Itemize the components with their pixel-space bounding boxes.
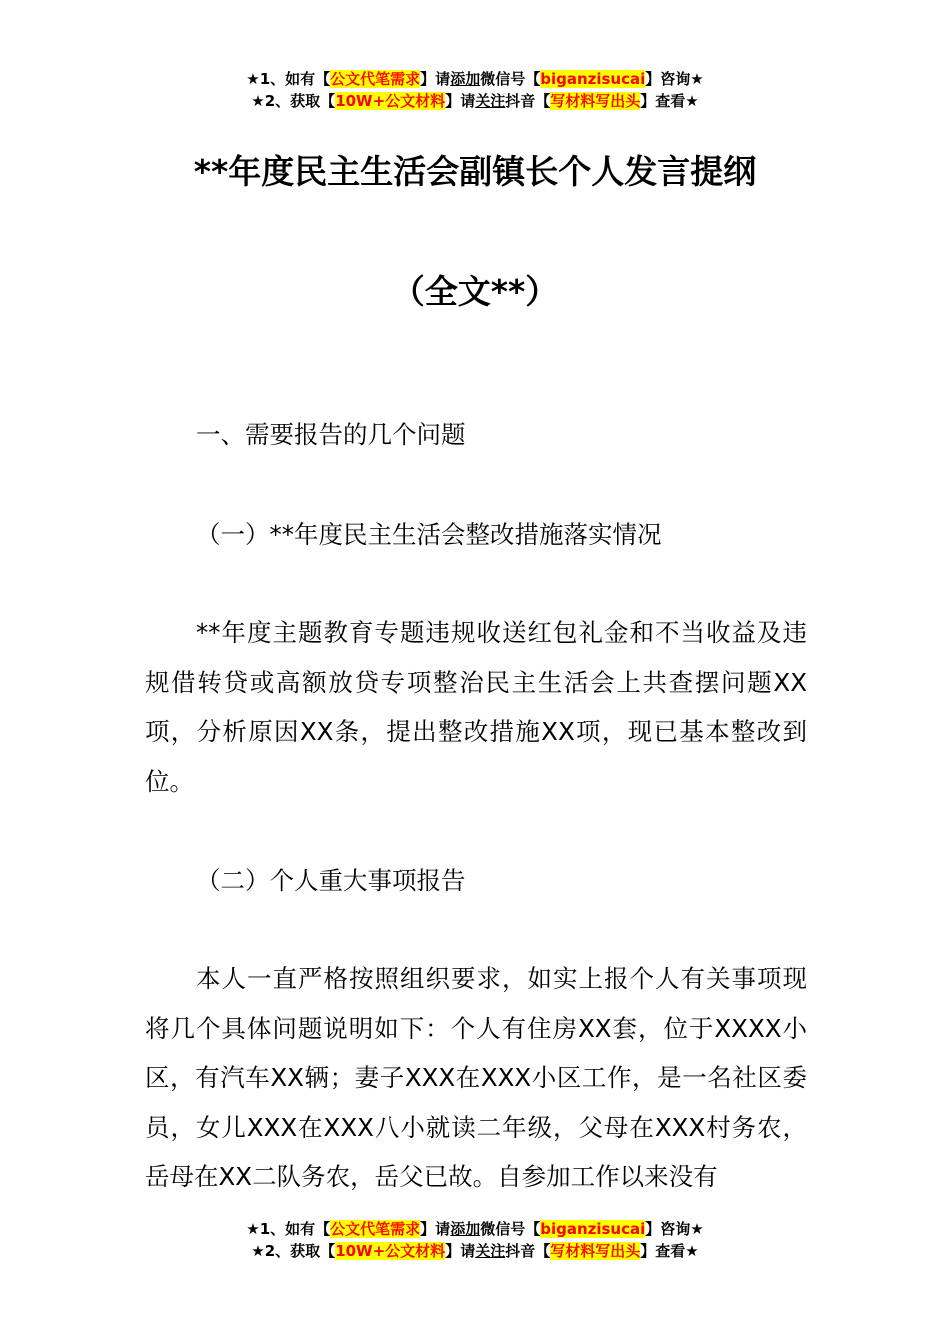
- banner-text: 】咨询★: [645, 1220, 704, 1238]
- banner-underline: 添加: [450, 1220, 481, 1238]
- subsection-heading: （二）个人重大事项报告: [196, 866, 466, 895]
- banner-highlight: 写材料写出头: [550, 1242, 641, 1260]
- banner-text: ★2、获取【: [251, 1242, 336, 1260]
- banner-text: ★1、如有【: [246, 1220, 331, 1238]
- banner-text: 】请: [420, 1220, 451, 1238]
- banner-text: ★2、获取【: [251, 92, 336, 110]
- banner-highlight: 10W+公文材料: [335, 92, 446, 110]
- banner-line-1: [0, 1218, 950, 1240]
- banner-text: 微信号【: [480, 1220, 541, 1238]
- document-title-continued: （全文**）: [391, 272, 559, 311]
- banner-text: 】查看★: [640, 1242, 699, 1260]
- banner-highlight: biganzisucai: [540, 70, 646, 88]
- banner-highlight: 公文代笔需求: [330, 70, 421, 88]
- banner-text: 微信号【: [480, 70, 541, 88]
- banner-text: 抖音【: [505, 92, 551, 110]
- section-heading: 一、需要报告的几个问题: [196, 420, 466, 449]
- banner-text: 】请: [445, 1242, 476, 1260]
- banner-line-1: [0, 68, 950, 90]
- banner-underline: 关注: [475, 1242, 506, 1260]
- banner-line-2: [0, 1240, 950, 1262]
- header-banner: [0, 68, 950, 112]
- banner-text: ★1、如有【: [246, 70, 331, 88]
- banner-text: 】请: [445, 92, 476, 110]
- banner-text: 抖音【: [505, 1242, 551, 1260]
- subsection-heading: （一）**年度民主生活会整改措施落实情况: [196, 520, 662, 549]
- paragraph: **年度主题教育专题违规收送红包礼金和不当收益及违规借转贷或高额放贷专项整治民主生活会上共查摆问题XX项，分析原因XX条，提出整改措施XX项，现已基本整改到位。: [145, 618, 807, 796]
- banner-text: 】请: [420, 70, 451, 88]
- banner-text: 】咨询★: [645, 70, 704, 88]
- banner-highlight: 10W+公文材料: [335, 1242, 446, 1260]
- document-title: **年度民主生活会副镇长个人发言提纲: [193, 152, 757, 191]
- banner-underline: 关注: [475, 92, 506, 110]
- banner-highlight: biganzisucai: [540, 1220, 646, 1238]
- paragraph: 本人一直严格按照组织要求，如实上报个人有关事项现将几个具体问题说明如下：个人有住房XX套，位于XXXX小区，有汽车XX辆；妻子XXX在XXX小区工作，是一名社区委员，女儿XXX在XXX八小就读二年级，父母在XXX村务农，岳母在XX二队务农，岳父已故。自参加工作以来没有: [145, 964, 807, 1191]
- banner-highlight: 公文代笔需求: [330, 1220, 421, 1238]
- banner-text: 】查看★: [640, 92, 699, 110]
- footer-banner: [0, 1218, 950, 1262]
- banner-highlight: 写材料写出头: [550, 92, 641, 110]
- banner-line-2: [0, 90, 950, 112]
- banner-underline: 添加: [450, 70, 481, 88]
